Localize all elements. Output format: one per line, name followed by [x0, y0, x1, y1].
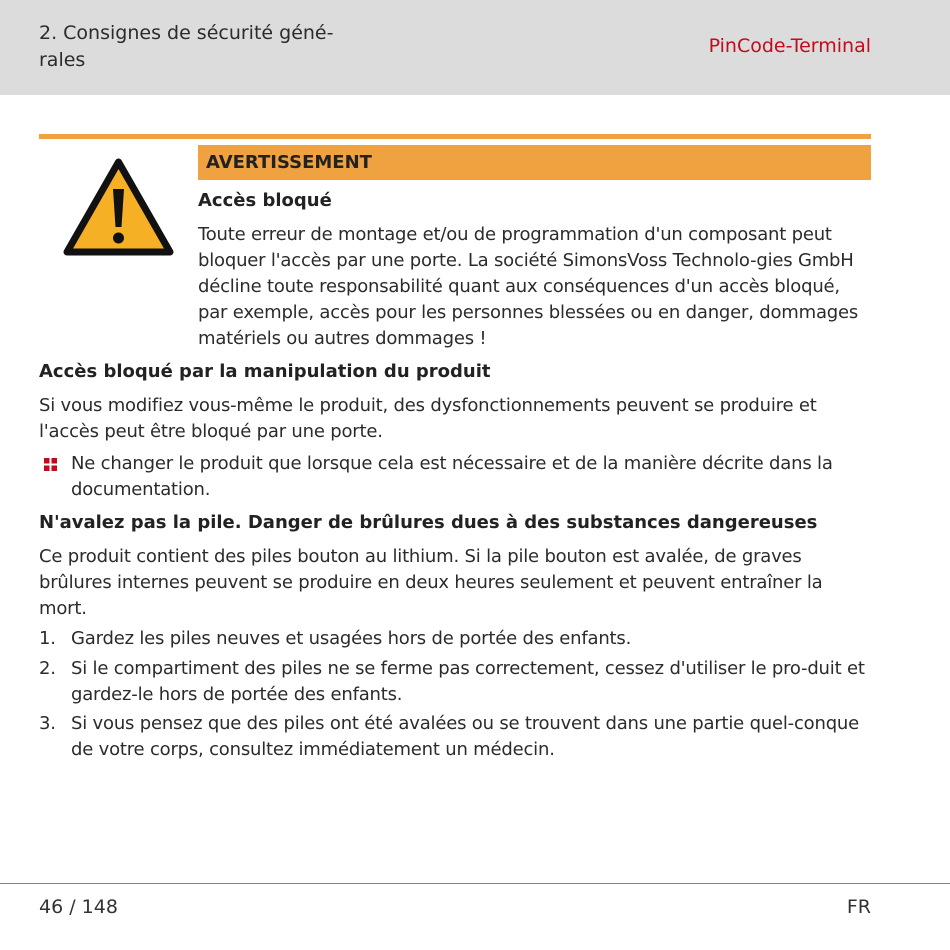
list-number: 2. [39, 658, 56, 679]
paragraph-manipulation: Si vous modifiez vous-même le produit, des dysfonctionnements peuvent se produire et l'accès peut être bloqué par une porte. [39, 395, 817, 442]
section-heading-battery: N'avalez pas la pile. Danger de brûlures dues à des substances dangereuses [39, 512, 818, 533]
list-item-text: Si vous pensez que des piles ont été avalées ou se trouvent dans une partie quel-conque de votre corps, consultez immédiatement un médecin. [71, 713, 860, 760]
section-heading-manipulation: Accès bloqué par la manipulation du produit [39, 361, 491, 382]
language-code: FR [846, 896, 871, 918]
page-number: 46 / 148 [39, 896, 118, 918]
warning-triangle-icon [62, 157, 175, 257]
bullet-squares-icon [44, 458, 57, 471]
warning-label: AVERTISSEMENT [206, 152, 372, 173]
page-header [0, 0, 950, 95]
warning-title: Accès bloqué [198, 190, 332, 211]
list-item-text: Gardez les piles neuves et usagées hors de portée des enfants. [71, 628, 632, 649]
warning-top-rule [39, 134, 871, 139]
paragraph-battery: Ce produit contient des piles bouton au lithium. Si la pile bouton est avalée, de graves brûlures internes peuvent se produire en deux heures seulement et peuvent entraîner la mort. [39, 546, 823, 619]
product-name: PinCode-Terminal [708, 35, 871, 57]
bullet-text: Ne changer le produit que lorsque cela est nécessaire et de la manière décrite dans la documentation. [71, 453, 833, 500]
footer-rule [0, 883, 950, 884]
list-item-text: Si le compartiment des piles ne se ferme pas correctement, cessez d'utiliser le pro-duit et gardez-le hors de portée des enfants. [71, 658, 865, 705]
section-title: 2. Consignes de sécurité géné-rales [39, 22, 334, 71]
list-number: 3. [39, 713, 56, 734]
warning-label-bar [198, 145, 871, 180]
warning-text: Toute erreur de montage et/ou de programmation d'un composant peut bloquer l'accès par une porte. La société SimonsVoss Technolo-gies GmbH décline toute responsabilité quant aux conséquences d'un accès bloqué, par exemple, accès pour les personnes blessées ou en danger, dommages matériels ou autres dommages ! [198, 224, 859, 349]
list-number: 1. [39, 628, 56, 649]
